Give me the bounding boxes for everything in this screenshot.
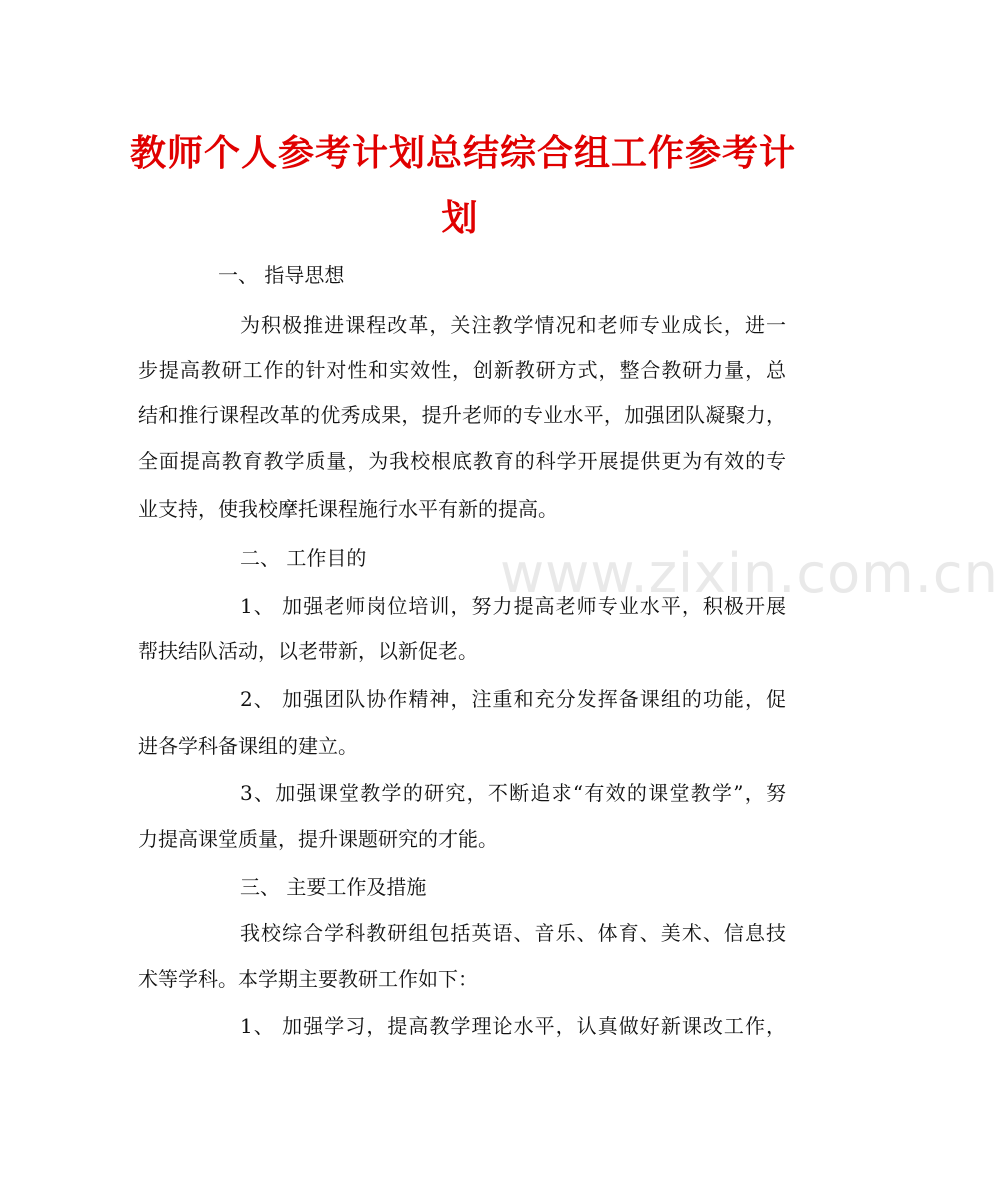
list-item-line: 1、 加强老师岗位培训，努力提高老师专业水平，积极开展 — [240, 594, 786, 618]
section-heading-main-work: 三、 主要工作及措施 — [240, 875, 427, 899]
paragraph-line: 为积极推进课程改革，关注教学情况和老师专业成长，进一 — [240, 313, 786, 337]
list-item-line: 2、 加强团队协作精神，注重和充分发挥备课组的功能，促 — [240, 687, 786, 711]
list-item-line: 3、加强课堂教学的研究，不断追求“有效的课堂教学”，努 — [240, 781, 786, 805]
document-title-line-1: 教师个人参考计划总结综合组工作参考计 — [130, 133, 797, 174]
paragraph-line: 全面提高教育教学质量，为我校根底教育的科学开展提供更为有效的专 — [138, 449, 786, 473]
watermark: www.zixin.com.cn — [500, 542, 999, 605]
list-item-line: 力提高课堂质量，提升课题研究的才能。 — [138, 827, 498, 851]
document-title-line-2: 划 — [441, 198, 479, 239]
paragraph-line: 我校综合学科教研组包括英语、音乐、体育、美术、信息技 — [240, 921, 786, 945]
section-heading-work-goals: 二、 工作目的 — [240, 546, 367, 570]
section-heading-guiding-thought: 一、 指导思想 — [218, 263, 345, 287]
list-item-line: 进各学科备课组的建立。 — [138, 734, 358, 758]
list-item-line: 1、 加强学习，提高教学理论水平，认真做好新课改工作， — [240, 1014, 786, 1038]
paragraph-line: 步提高教研工作的针对性和实效性，创新教研方式，整合教研力量，总 — [138, 358, 786, 382]
list-item-line: 帮扶结队活动，以老带新，以新促老。 — [138, 639, 478, 663]
paragraph-line: 术等学科。本学期主要教研工作如下： — [138, 967, 478, 991]
paragraph-line: 业支持，使我校摩托课程施行水平有新的提高。 — [138, 497, 558, 521]
paragraph-line: 结和推行课程改革的优秀成果，提升老师的专业水平，加强团队凝聚力， — [138, 403, 786, 427]
